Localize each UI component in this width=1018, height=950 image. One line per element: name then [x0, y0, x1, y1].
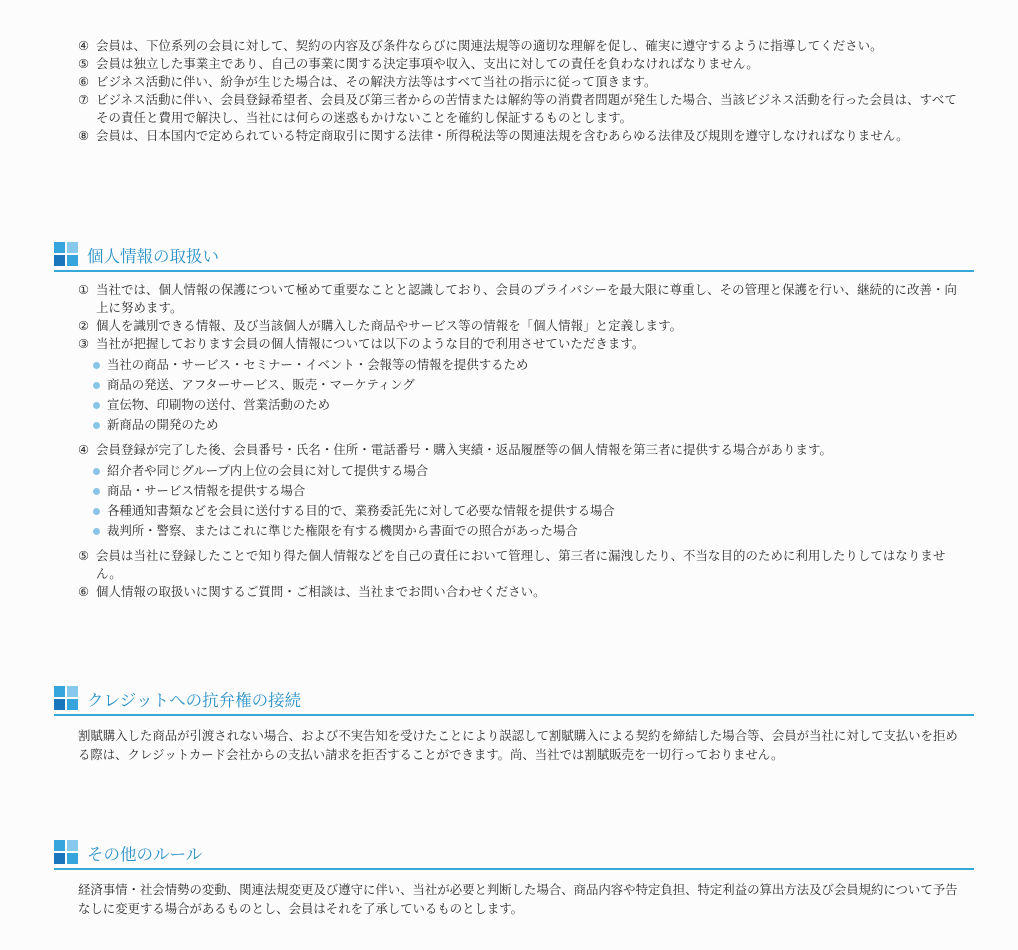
list-item: 紹介者や同じグループ内上位の会員に対して提供する場合 — [93, 461, 958, 481]
privacy-purpose-list — [78, 355, 958, 435]
list-item: 各種通知書類などを会員に送付する目的で、業務委託先に対して必要な情報を提供する場合 — [93, 501, 958, 521]
section-squares-icon — [54, 242, 78, 266]
privacy-section-header — [54, 240, 974, 272]
privacy-case-list — [78, 461, 958, 541]
other-section-title: その他のルール — [87, 845, 203, 864]
privacy-section-title: 個人情報の取扱い — [87, 247, 219, 266]
credit-section-title: クレジットへの抗弁権の接続 — [87, 691, 302, 710]
privacy-item-5: ⑤ 会員は当社に登録したことで知り得た個人情報などを自己の責任において管理し、第三者に漏洩したり、不当な目的のために利用したりしてはなりません。 — [78, 548, 946, 581]
privacy-item-3: ③ 当社が把握しております会員の個人情報については以下のような目的で利用させていただきます。 — [78, 336, 645, 351]
other-paragraph: 経済事情・社会情勢の変動、関連法規変更及び遵守に伴い、当社が必要と判断した場合、商品内容や特定負担、特定利益の算出方法及び会員規約について予告なしに変更する場合があるものとし、会員はそれを了承しているものとします。 — [78, 882, 958, 916]
rule-item-6: ⑥ ビジネス活動に伴い、紛争が生じた場合は、その解決方法等はすべて当社の指示に従って頂きます。 — [78, 74, 657, 89]
credit-paragraph: 割賦購入した商品が引渡されない場合、および不実告知を受けたことにより誤認して割賦購入による契約を締結した場合等、会員が当社に対して支払いを拒める際は、クレジットカード会社からの支払い請求を拒否することができます。尚、当社では割賦販売を一切行っておりません。 — [78, 728, 958, 762]
list-item: 宣伝物、印刷物の送付、営業活動のため — [93, 395, 958, 415]
section-squares-icon — [54, 840, 78, 864]
list-item: 新商品の開発のため — [93, 415, 958, 435]
privacy-item-1: ① 当社では、個人情報の保護について極めて重要なことと認識しており、会員のプライバシーを最大限に尊重し、その管理と保護を行い、継続的に改善・向上に努めます。 — [78, 282, 957, 315]
credit-section-header — [54, 684, 974, 716]
list-item: 当社の商品・サービス・セミナー・イベント・会報等の情報を提供するため — [93, 355, 958, 375]
rule-item-8: ⑧ 会員は、日本国内で定められている特定商取引に関する法律・所得税法等の関連法規を含むあらゆる法律及び規則を遵守しなければなりません。 — [78, 128, 909, 143]
other-section-body — [78, 881, 958, 918]
list-item: 裁判所・警察、またはこれに準じた権限を有する機関から書面での照合があった場合 — [93, 521, 958, 541]
list-item: 商品・サービス情報を提供する場合 — [93, 481, 958, 501]
privacy-item-6: ⑥ 個人情報の取扱いに関するご質問・ご相談は、当社までお問い合わせください。 — [78, 584, 546, 599]
credit-section-body — [78, 727, 958, 764]
list-item: 商品の発送、アフターサービス、販売・マーケティング — [93, 375, 958, 395]
section-squares-icon — [54, 686, 78, 710]
rule-item-7: ⑦ ビジネス活動に伴い、会員登録希望者、会員及び第三者からの苦情または解約等の消費者問題が発生した場合、当該ビジネス活動を行った会員は、すべてその責任と費用で解決し、当社には何らの迷惑もかけないことを確約し保証するものとします。 — [78, 92, 957, 125]
privacy-item-2: ② 個人を識別できる情報、及び当該個人が購入した商品やサービス等の情報を「個人情報」と定義します。 — [78, 318, 683, 333]
rules-list-continued — [78, 37, 958, 145]
privacy-section-body — [78, 281, 958, 601]
privacy-item-4: ④ 会員登録が完了した後、会員番号・氏名・住所・電話番号・購入実績・返品履歴等の個人情報を第三者に提供する場合があります。 — [78, 442, 832, 457]
rule-item-4: ④ 会員は、下位系列の会員に対して、契約の内容及び条件ならびに関連法規等の適切な理解を促し、確実に遵守するように指導してください。 — [78, 38, 883, 53]
rule-item-5: ⑤ 会員は独立した事業主であり、自己の事業に関する決定事項や収入、支出に対しての責任を負わなければなりません。 — [78, 56, 759, 71]
other-section-header — [54, 838, 974, 870]
